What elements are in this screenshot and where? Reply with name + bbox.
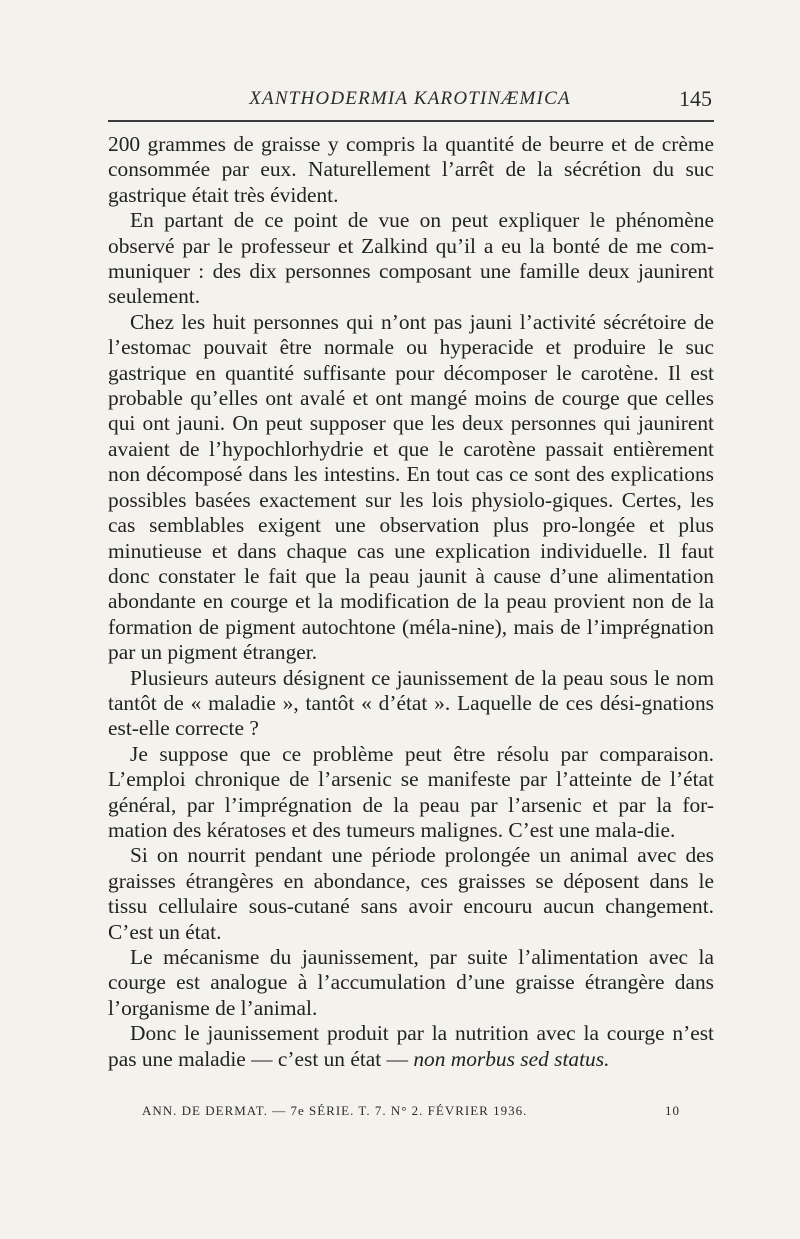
paragraph — [108, 132, 714, 208]
latin-conclusion: non morbus sed status. — [413, 1046, 610, 1071]
paragraph-text: Plusieurs auteurs désignent ce jaunissement de la peau sous le nom tantôt de « maladie », tantôt « d’état ». Laquelle de ces dési-gnations est-elle correcte ? — [108, 665, 714, 741]
sheet-number: 10 — [665, 1103, 680, 1118]
paragraph — [108, 310, 714, 666]
paragraph-text: Si on nourrit pendant une période prolongée un animal avec des graisses étrangères en abondance, ces graisses se déposent dans le tissu cellulaire sous-cutané sans avoir encouru aucun changement. C’est un état. — [108, 843, 714, 944]
page-number: 145 — [679, 86, 712, 111]
paragraph-text: 200 grammes de graisse y compris la quantité de beurre et de crème consommée par eux. Naturellement l’arrêt de la sécrétion du suc gastrique était très évident. — [108, 132, 714, 207]
paragraph-text: Le mécanisme du jaunissement, par suite l’alimentation avec la courge est analogue à l’accumulation d’une graisse étrangère dans l’organisme de l’animal. — [108, 945, 714, 1020]
running-head — [108, 86, 712, 116]
paragraph-text: Donc le jaunissement produit par la nutrition avec la courge n’est pas une maladie — c’est un état — — [108, 1021, 714, 1071]
paragraph-text: En partant de ce point de vue on peut expliquer le phénomène observé par le professeur et Zalkind qu’il a eu la bonté de me com-muniquer : des dix personnes composant une famille deux jaunirent seulement. — [108, 208, 714, 309]
paragraph — [108, 1021, 714, 1072]
paragraph-text: Chez les huit personnes qui n’ont pas jauni l’activité sécrétoire de l’estomac pouvait être normale ou hyperacide et produire le suc gastrique en quantité suffisante pour décomposer le carotène. Il est probable qu’elles ont avalé et ont mangé moins de courge que celles qui ont jauni. On peut supposer que les deux personnes qui jaunirent avaient de l’hypochlorhydrie et que le carotène passait entièrement non décomposé dans les intestins. En tout cas ce sont des explications possibles basées exactement sur les lois physiolo-giques. Certes, les cas semblables exigent une observation plus pro-longée et plus minutieuse et dans chaque cas une explication individuelle. Il faut donc constater le fait que la peau jaunit à cause d’une alimentation abondante en courge et la modification de la peau provient non de la formation de pigment autochtone (méla-nine), mais de l’imprégnation par un pigment étranger. — [108, 309, 714, 665]
paragraph — [108, 945, 714, 1021]
running-title: XANTHODERMIA KAROTINÆMICA — [249, 88, 571, 109]
paragraph — [108, 208, 714, 310]
paragraph — [108, 742, 714, 844]
journal-citation: ANN. DE DERMAT. — 7e SÉRIE. T. 7. N° 2. FÉVRIER 1936. — [142, 1103, 528, 1118]
paragraph — [108, 843, 714, 945]
paragraph-text: Je suppose que ce problème peut être résolu par comparaison. L’emploi chronique de l’arsenic se manifeste par l’atteinte de l’état général, par l’imprégnation de la peau par l’arsenic et par la for-mation des kératoses et des tumeurs malignes. C’est une mala-die. — [108, 741, 714, 842]
paragraph — [108, 666, 714, 742]
header-rule — [108, 120, 714, 122]
body-text — [108, 132, 714, 1072]
footer — [142, 1103, 680, 1125]
